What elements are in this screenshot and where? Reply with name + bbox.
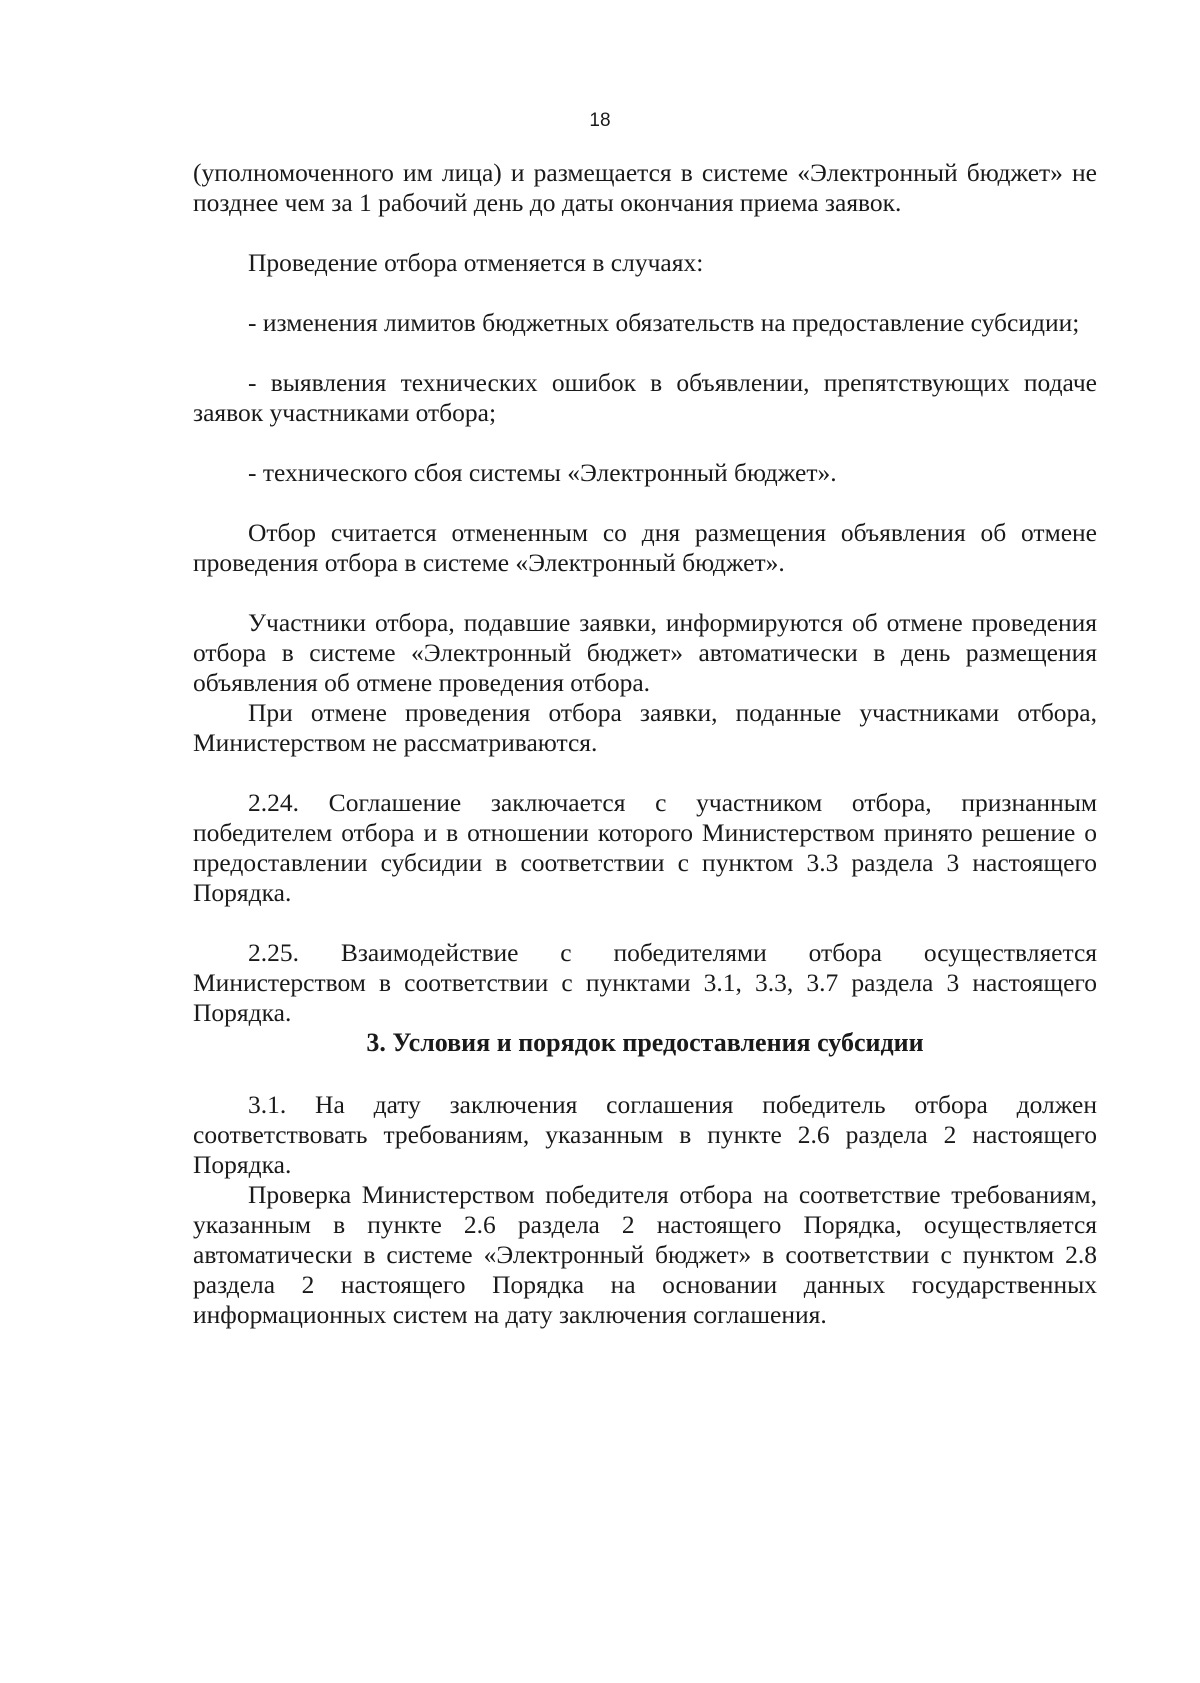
list-item-limits-change: - изменения лимитов бюджетных обязательств на предоставление субсидии; — [248, 308, 1080, 337]
paragraph-clause-2-24: 2.24. Соглашение заключается с участником отбора, признанным победителем отбора и в отношении которого Министерством принято решение о предоставлении субсидии в соответствии с пунктом 3.3 раздела 3 настоящего Порядка. — [193, 788, 1097, 907]
section-heading: 3. Условия и порядок предоставления субсидии — [366, 1028, 924, 1057]
paragraph-verification: Проверка Министерством победителя отбора на соответствие требованиям, указанным в пункте 2.6 раздела 2 настоящего Порядка, осуществляется автоматически в системе «Электронный бюджет» в соответствии с пунктом 2.8 раздела 2 настоящего Порядка на основании данных государственных информационных систем на дату заключения соглашения. — [193, 1180, 1097, 1329]
paragraph-applications-not-reviewed: При отмене проведения отбора заявки, поданные участниками отбора, Министерством не рассматриваются. — [193, 698, 1097, 757]
document-body — [193, 158, 1097, 1330]
paragraph-cancellation-date: Отбор считается отмененным со дня размещения объявления об отмене проведения отбора в системе «Электронный бюджет». — [193, 518, 1097, 577]
paragraph-continuation: (уполномоченного им лица) и размещается в системе «Электронный бюджет» не позднее чем за 1 рабочий день до даты окончания приема заявок. — [193, 158, 1097, 217]
paragraph-participants-notified: Участники отбора, подавшие заявки, информируются об отмене проведения отбора в системе «Электронный бюджет» автоматически в день размещения объявления об отмене проведения отбора. — [193, 608, 1097, 697]
page-number: 18 — [589, 110, 611, 131]
paragraph-clause-3-1: 3.1. На дату заключения соглашения победитель отбора должен соответствовать требованиям, указанным в пункте 2.6 раздела 2 настоящего Порядка. — [193, 1090, 1097, 1179]
list-item-system-failure: - технического сбоя системы «Электронный бюджет». — [248, 458, 837, 487]
paragraph-clause-2-25: 2.25. Взаимодействие с победителями отбора осуществляется Министерством в соответствии с пунктами 3.1, 3.3, 3.7 раздела 3 настоящего Порядка. — [193, 938, 1097, 1027]
list-item-technical-errors: - выявления технических ошибок в объявлении, препятствующих подаче заявок участниками отбора; — [193, 368, 1097, 427]
paragraph-cancellation-cases: Проведение отбора отменяется в случаях: — [248, 248, 704, 277]
